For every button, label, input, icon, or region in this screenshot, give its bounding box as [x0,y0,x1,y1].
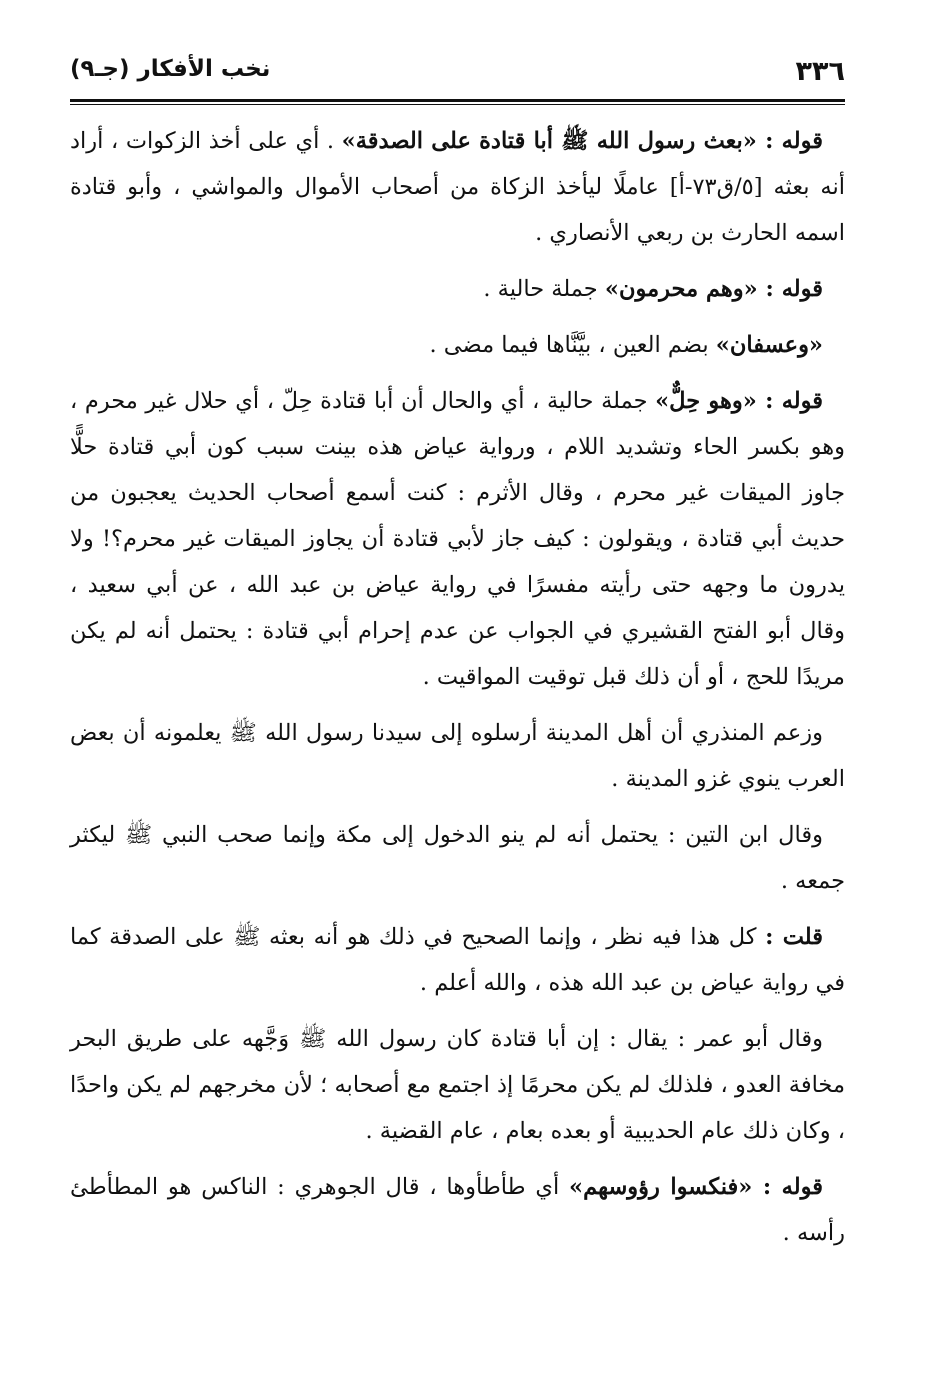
paragraph [70,118,845,256]
paragraph-lead: قوله : «بعث رسول الله ﷺ أبا قتادة على الصدقة» [341,128,823,154]
paragraph-text: جملة حالية ، أي والحال أن أبا قتادة حِلّ ، أي حلال غير محرم ، وهو بكسر الحاء وتشديد اللام ، ورواية عياض هذه بينت سبب كون أبي قتادة حلًّا جاوز الميقات غير محرم ، وقال الأثرم : كنت أسمع أصحاب الحديث يعجبون من حديث أبي قتادة ، ويقولون : كيف جاز لأبي قتادة أن يجاوز الميقات غير محرم؟! ولا يدرون ما وجهه حتى رأيته مفسرًا في رواية عياض بن عبد الله ، عن أبي سعيد ، وقال أبو الفتح القشيري في الجواب عن عدم إحرام أبي قتادة : يحتمل أنه لم يكن مريدًا للحج ، أو أن ذلك قبل توقيت المواقيت . [70,388,845,690]
paragraph-text: . أي على أخذ الزكوات ، أراد أنه بعثه [٥/ق٧٣-أ] عاملًا ليأخذ الزكاة من أصحاب الأموال والمواشي ، وأبو قتادة اسمه الحارث بن ربعي الأنصاري . [70,128,845,246]
paragraph [70,266,845,312]
body-text [70,118,845,1266]
paragraph-lead: قلت : [765,924,824,950]
paragraph-text: جملة حالية . [483,276,605,302]
paragraph-lead: قوله : «وهو حِلٌّ» [655,388,824,414]
paragraph-lead: قوله : «فنكسوا رؤوسهم» [569,1174,823,1200]
paragraph-text: أي طأطأوها ، قال الجوهري : الناكس هو المطأطئ رأسه . [70,1174,845,1246]
paragraph [70,322,845,368]
paragraph [70,812,845,904]
paragraph-text: وزعم المنذري أن أهل المدينة أرسلوه إلى سيدنا رسول الله ﷺ يعلمونه أن بعض العرب ينوي غزو المدينة . [70,720,845,792]
paragraph-lead: قوله : «وهم محرمون» [604,276,823,302]
paragraph [70,1016,845,1154]
paragraph-text: وقال ابن التين : يحتمل أنه لم ينو الدخول إلى مكة وإنما صحب النبي ﷺ ليكثر جمعه . [70,822,845,894]
page-number: ٣٣٦ [795,56,845,87]
paragraph-text: وقال أبو عمر : يقال : إن أبا قتادة كان رسول الله ﷺ وَجَّهه على طريق البحر مخافة العدو ، فلذلك لم يكن محرمًا إذ اجتمع مع أصحابه ؛ لأن مخرجهم لم يكن واحدًا ، وكان ذلك عام الحديبية أو بعده بعام ، عام القضية . [70,1026,845,1144]
paragraph-text: بضم العين ، بيَّنَّاها فيما مضى . [429,332,716,358]
paragraph-lead: «وعسفان» [715,332,823,358]
paragraph [70,710,845,802]
page-header [70,52,845,102]
paragraph [70,1164,845,1256]
paragraph [70,914,845,1006]
running-title: نخب الأفكار (جـ٩) [70,56,271,82]
paragraph-text: كل هذا فيه نظر ، وإنما الصحيح في ذلك هو أنه بعثه ﷺ على الصدقة كما في رواية عياض بن عبد الله هذه ، والله أعلم . [70,924,845,996]
paragraph [70,378,845,700]
header-rule [70,99,845,102]
header-rule-thin [70,104,845,105]
